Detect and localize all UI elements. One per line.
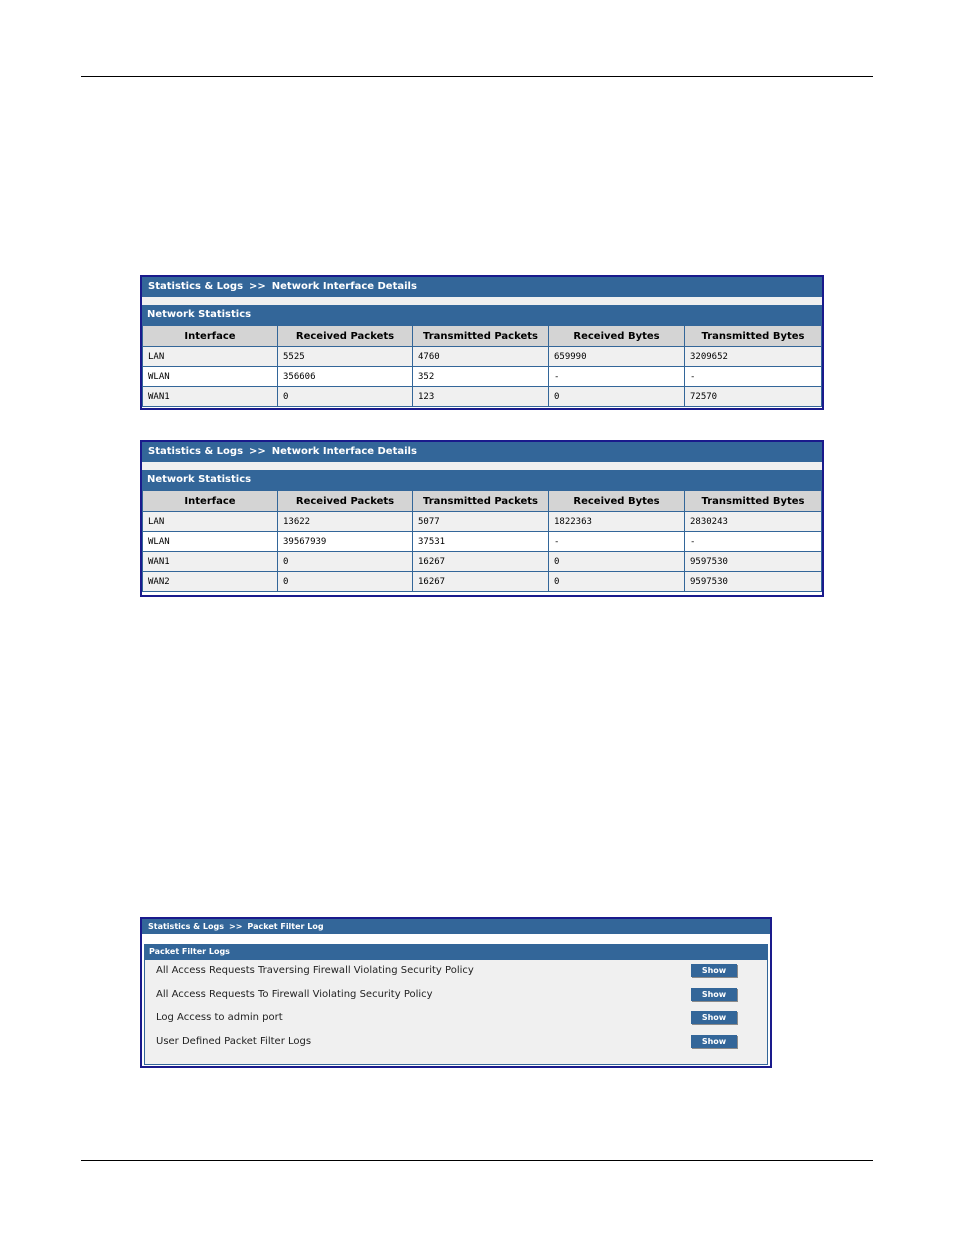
cell-received-packets: 0 bbox=[278, 572, 413, 592]
table-row bbox=[143, 552, 822, 572]
breadcrumb-page: Network Interface Details bbox=[271, 446, 417, 457]
cell-interface: LAN bbox=[143, 512, 278, 532]
network-stats-table bbox=[142, 325, 822, 407]
log-label: User Defined Packet Filter Logs bbox=[156, 1035, 312, 1047]
section-title: Network Statistics bbox=[142, 470, 822, 490]
table-header-row bbox=[143, 326, 822, 347]
spacer bbox=[142, 934, 770, 944]
cell-transmitted-bytes: 2830243 bbox=[685, 512, 822, 532]
cell-received-bytes: - bbox=[549, 367, 685, 387]
cell-received-bytes: 659990 bbox=[549, 347, 685, 367]
cell-received-packets: 0 bbox=[278, 552, 413, 572]
cell-received-bytes: 1822363 bbox=[549, 512, 685, 532]
breadcrumb bbox=[142, 919, 770, 934]
breadcrumb-page: Packet Filter Log bbox=[247, 922, 324, 931]
breadcrumb-section[interactable]: Statistics & Logs bbox=[148, 446, 244, 457]
cell-transmitted-bytes: - bbox=[685, 532, 822, 552]
cell-transmitted-packets: 4760 bbox=[413, 347, 549, 367]
cell-transmitted-packets: 37531 bbox=[413, 532, 549, 552]
list-item bbox=[145, 1007, 767, 1031]
section-title: Packet Filter Logs bbox=[144, 944, 768, 960]
breadcrumb-separator: >> bbox=[229, 922, 243, 931]
cell-transmitted-bytes: 72570 bbox=[685, 387, 822, 407]
cell-interface: LAN bbox=[143, 347, 278, 367]
cell-transmitted-bytes: 9597530 bbox=[685, 572, 822, 592]
show-traversing-firewall-log-button[interactable]: Show bbox=[691, 964, 737, 977]
cell-transmitted-bytes: 9597530 bbox=[685, 552, 822, 572]
table-header-row bbox=[143, 491, 822, 512]
page-bottom-rule bbox=[81, 1160, 873, 1161]
table-row bbox=[143, 367, 822, 387]
table-row bbox=[143, 512, 822, 532]
log-label: Log Access to admin port bbox=[156, 1012, 283, 1023]
cell-transmitted-bytes: - bbox=[685, 367, 822, 387]
list-item bbox=[145, 984, 767, 1008]
spacer bbox=[142, 297, 822, 305]
log-label: All Access Requests To Firewall Violating Security Policy bbox=[156, 988, 433, 1000]
cell-interface: WLAN bbox=[143, 367, 278, 387]
cell-transmitted-packets: 5077 bbox=[413, 512, 549, 532]
table-row bbox=[143, 572, 822, 592]
column-header-received-bytes: Received Bytes bbox=[549, 491, 685, 512]
spacer bbox=[142, 462, 822, 470]
cell-transmitted-packets: 352 bbox=[413, 367, 549, 387]
column-header-transmitted-bytes: Transmitted Bytes bbox=[685, 491, 822, 512]
breadcrumb-section[interactable]: Statistics & Logs bbox=[148, 922, 225, 931]
cell-received-packets: 39567939 bbox=[278, 532, 413, 552]
list-item bbox=[145, 1031, 767, 1055]
cell-received-packets: 0 bbox=[278, 387, 413, 407]
column-header-transmitted-packets: Transmitted Packets bbox=[413, 326, 549, 347]
cell-transmitted-packets: 123 bbox=[413, 387, 549, 407]
cell-received-packets: 356606 bbox=[278, 367, 413, 387]
table-row bbox=[143, 387, 822, 407]
cell-interface: WLAN bbox=[143, 532, 278, 552]
list-item bbox=[145, 960, 767, 984]
cell-received-bytes: - bbox=[549, 532, 685, 552]
breadcrumb-section[interactable]: Statistics & Logs bbox=[148, 281, 244, 292]
network-stats-table bbox=[142, 490, 822, 592]
network-stats-panel-2 bbox=[140, 440, 824, 597]
breadcrumb-separator: >> bbox=[249, 446, 266, 457]
breadcrumb bbox=[142, 442, 822, 462]
cell-received-bytes: 0 bbox=[549, 572, 685, 592]
table-row bbox=[143, 347, 822, 367]
page-top-rule bbox=[81, 76, 873, 77]
breadcrumb bbox=[142, 277, 822, 297]
cell-transmitted-packets: 16267 bbox=[413, 552, 549, 572]
section-title: Network Statistics bbox=[142, 305, 822, 325]
breadcrumb-separator: >> bbox=[249, 281, 266, 292]
packet-filter-log-panel bbox=[140, 917, 772, 1068]
packet-filter-log-list bbox=[144, 960, 768, 1065]
column-header-received-packets: Received Packets bbox=[278, 326, 413, 347]
cell-received-packets: 13622 bbox=[278, 512, 413, 532]
cell-interface: WAN1 bbox=[143, 552, 278, 572]
breadcrumb-page: Network Interface Details bbox=[271, 281, 417, 292]
cell-transmitted-packets: 16267 bbox=[413, 572, 549, 592]
cell-transmitted-bytes: 3209652 bbox=[685, 347, 822, 367]
table-row bbox=[143, 532, 822, 552]
cell-interface: WAN2 bbox=[143, 572, 278, 592]
column-header-transmitted-bytes: Transmitted Bytes bbox=[685, 326, 822, 347]
show-admin-port-log-button[interactable]: Show bbox=[691, 1011, 737, 1024]
cell-received-packets: 5525 bbox=[278, 347, 413, 367]
cell-received-bytes: 0 bbox=[549, 552, 685, 572]
column-header-received-packets: Received Packets bbox=[278, 491, 413, 512]
network-stats-panel-1 bbox=[140, 275, 824, 410]
show-to-firewall-log-button[interactable]: Show bbox=[691, 988, 737, 1001]
column-header-interface: Interface bbox=[143, 326, 278, 347]
column-header-transmitted-packets: Transmitted Packets bbox=[413, 491, 549, 512]
column-header-received-bytes: Received Bytes bbox=[549, 326, 685, 347]
column-header-interface: Interface bbox=[143, 491, 278, 512]
show-user-defined-log-button[interactable]: Show bbox=[691, 1035, 737, 1048]
cell-received-bytes: 0 bbox=[549, 387, 685, 407]
cell-interface: WAN1 bbox=[143, 387, 278, 407]
log-label: All Access Requests Traversing Firewall Violating Security Policy bbox=[156, 965, 474, 976]
